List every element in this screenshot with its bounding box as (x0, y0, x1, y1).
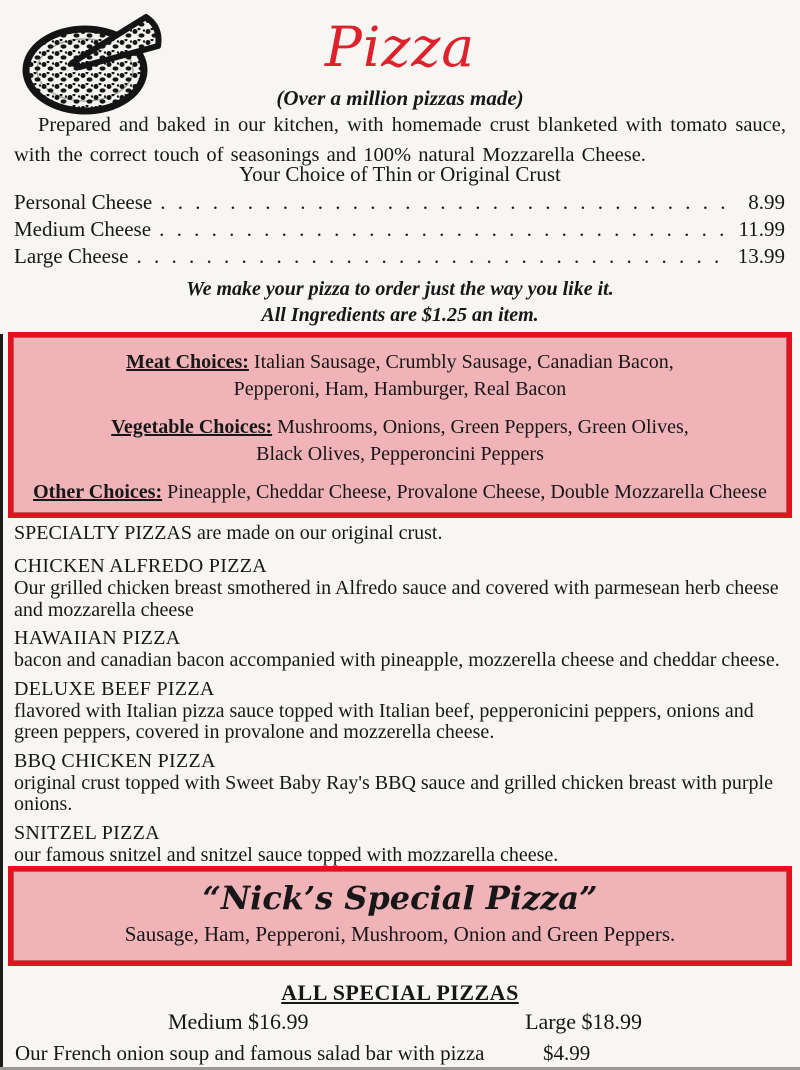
item-name: Medium Cheese (14, 217, 152, 241)
specialty-desc: flavored with Italian pizza sauce topped with Italian beef, pepperonicini peppers, onions and green peppers, covered in provalone and mozzerella cheese. (14, 699, 754, 743)
choice-items: Mushrooms, Onions, Green Peppers, Green Olives, (277, 416, 689, 438)
note-line: We make your pizza to order just the way you like it. (186, 278, 614, 300)
specialty-name: SNITZEL PIZZA (14, 821, 160, 844)
choice-group-other (23, 479, 777, 506)
price-row (14, 189, 785, 216)
choice-label: Meat Choices: (126, 351, 249, 373)
specialty-item (14, 627, 788, 672)
intro-text: Prepared and baked in our kitchen, with homemade crust blanketed with tomato sauce, with the correct touch of seasonings and 100% natural Mozzarella Cheese. (14, 114, 786, 166)
specialty-desc: bacon and canadian bacon accompanied with pineapple, mozzerella cheese and cheddar cheese. (14, 649, 780, 671)
dot-leader (136, 243, 727, 270)
specialty-item (14, 822, 788, 867)
choice-items: Pineapple, Cheddar Cheese, Provalone Cheese, Double Mozzarella Cheese (167, 481, 767, 503)
specialty-name: CHICKEN ALFREDO PIZZA (14, 555, 267, 577)
dot-leader (160, 189, 727, 216)
note-line: All Ingredients are $1.25 an item. (261, 304, 539, 326)
specialty-desc: Our grilled chicken breast smothered in Alfredo sauce and covered with parmesean herb cheese and mozzarella cheese (14, 577, 779, 621)
specialty-name: DELUXE BEEF PIZZA (14, 677, 215, 700)
nicks-special-box (8, 866, 792, 966)
specialty-item (14, 678, 788, 744)
item-price: 13.99 (737, 244, 785, 268)
specialty-item (14, 750, 788, 816)
specialty-intro: SPECIALTY PIZZAS are made on our original crust. (14, 522, 443, 544)
item-price: 11.99 (738, 217, 785, 241)
choice-label: Other Choices: (33, 481, 163, 503)
crust-choice-line: Your Choice of Thin or Original Crust (239, 162, 561, 186)
page-title: Pizza (324, 15, 476, 79)
item-name: Large Cheese (14, 244, 129, 268)
scan-edge-left (0, 334, 3, 1070)
specialty-name: HAWAIIAN PIZZA (14, 627, 181, 649)
choice-items: Black Olives, Pepperoncini Peppers (256, 443, 544, 465)
page-subtitle: (Over a million pizzas made) (276, 86, 524, 110)
addon-row (15, 1040, 785, 1066)
specialty-section (14, 522, 788, 872)
item-price: 8.99 (748, 190, 785, 214)
choice-label: Vegetable Choices: (111, 416, 273, 438)
price-row (14, 216, 785, 243)
choice-items: Pepperoni, Ham, Hamburger, Real Bacon (233, 378, 567, 400)
cheese-price-list (14, 189, 785, 270)
nicks-special-desc: Sausage, Ham, Pepperoni, Mushroom, Onion and Green Peppers. (124, 922, 676, 946)
special-size-prices (0, 1009, 800, 1035)
specialty-name: BBQ CHICKEN PIZZA (14, 749, 216, 772)
dot-leader (159, 216, 727, 243)
choice-group-meat (23, 349, 777, 403)
specialty-desc: our famous snitzel and snitzel sauce topped with mozzarella cheese. (14, 843, 559, 866)
nicks-special-title: “Nick’s Special Pizza” (202, 879, 598, 917)
order-notes (0, 276, 800, 328)
addon-price: $4.99 (543, 1041, 591, 1065)
choice-items: Italian Sausage, Crumbly Sausage, Canadian Bacon, (253, 351, 674, 373)
large-price: Large $18.99 (525, 1009, 642, 1034)
choice-group-vegetable (23, 414, 777, 468)
item-name: Personal Cheese (14, 190, 153, 214)
all-special-pizzas-heading: ALL SPECIAL PIZZAS (281, 980, 519, 1005)
specialty-desc: original crust topped with Sweet Baby Ray's BBQ sauce and grilled chicken breast with purple onions. (14, 771, 773, 815)
medium-price: Medium $16.99 (168, 1009, 309, 1034)
addon-name: Our French onion soup and famous salad bar with pizza (15, 1041, 485, 1065)
specialty-item (14, 555, 788, 621)
toppings-choices-box (8, 332, 792, 518)
price-row (14, 243, 785, 270)
